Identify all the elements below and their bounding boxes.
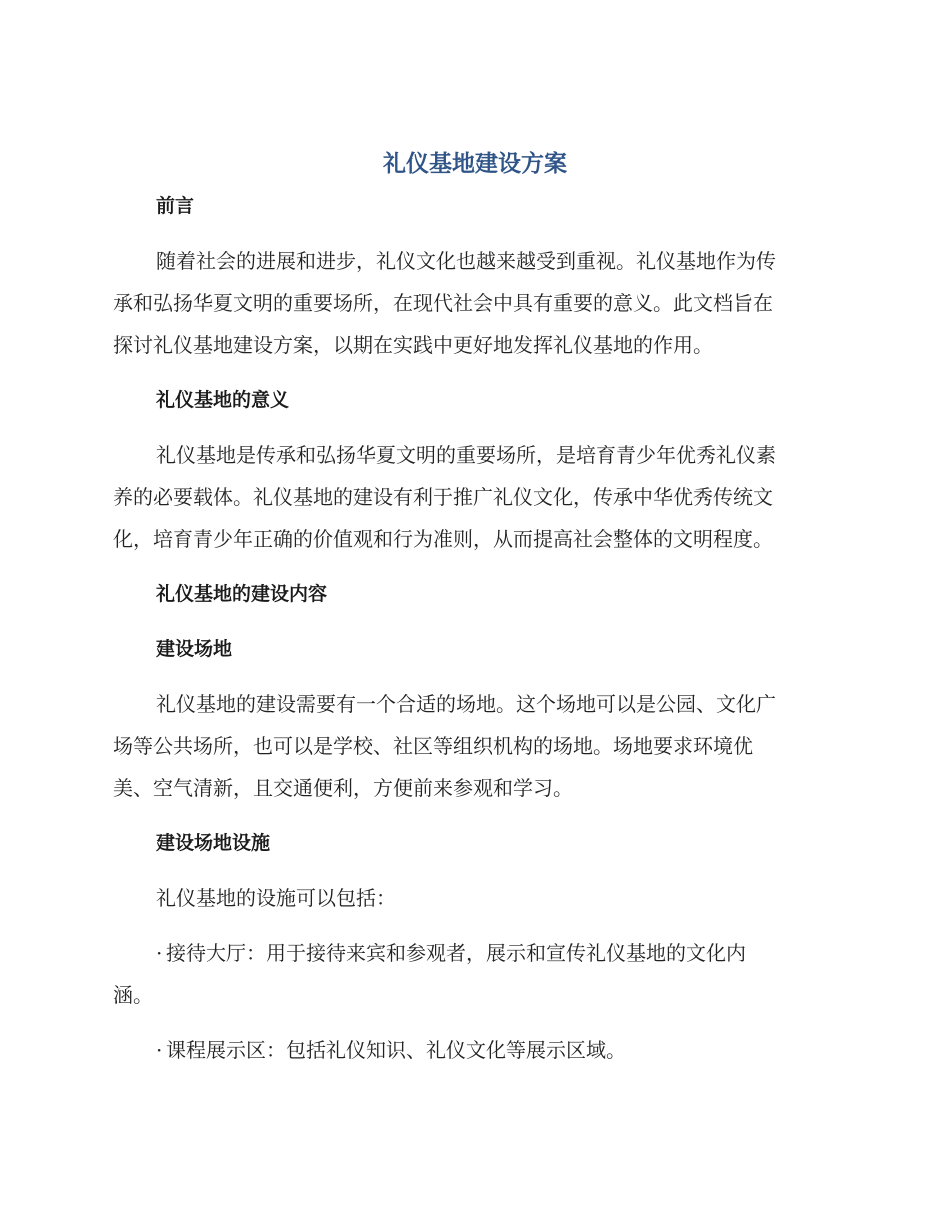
- preface-heading: 前言: [156, 195, 195, 217]
- paragraph-line: 探讨礼仪基地建设方案，以期在实践中更好地发挥礼仪基地的作用。: [113, 333, 713, 357]
- preface-paragraph: [113, 240, 835, 366]
- paragraph-line: 场等公共场所，也可以是学校、社区等组织机构的场地。场地要求环境优: [113, 734, 753, 758]
- significance-heading: 礼仪基地的意义: [156, 389, 290, 411]
- bullet-item: [113, 932, 835, 1016]
- site-paragraph: [113, 683, 835, 809]
- paragraph-line: 承和弘扬华夏文明的重要场所，在现代社会中具有重要的意义。此文档旨在: [113, 291, 773, 315]
- bullet-dot-icon: ·: [156, 1038, 163, 1062]
- significance-paragraph: [113, 434, 835, 560]
- bullet-dot-icon: ·: [156, 941, 163, 965]
- bullet-line: [113, 932, 835, 974]
- bullet-item: [113, 1029, 835, 1071]
- paragraph-line: 养的必要载体。礼仪基地的建设有利于推广礼仪文化，传承中华优秀传统文: [113, 485, 773, 509]
- paragraph-line: 礼仪基地是传承和弘扬华夏文明的重要场所，是培育青少年优秀礼仪素: [156, 443, 776, 467]
- document-title: 礼仪基地建设方案: [383, 151, 567, 177]
- paragraph-line: 美、空气清新，且交通便利，方便前来参观和学习。: [113, 776, 573, 800]
- facilities-heading: 建设场地设施: [156, 832, 271, 854]
- paragraph-line: 随着社会的进展和进步，礼仪文化也越来越受到重视。礼仪基地作为传: [156, 249, 776, 273]
- paragraph-line: 化，培育青少年正确的价值观和行为准则，从而提高社会整体的文明程度。: [113, 527, 773, 551]
- bullet-line: [113, 1029, 835, 1071]
- paragraph-line: 涵。: [113, 983, 153, 1007]
- bullet-text: 课程展示区：包括礼仪知识、礼仪文化等展示区域。: [166, 1038, 626, 1062]
- paragraph-line: 礼仪基地的设施可以包括：: [156, 886, 396, 910]
- construction-content-heading: 礼仪基地的建设内容: [156, 583, 328, 605]
- facilities-intro: [113, 877, 835, 919]
- site-heading: 建设场地: [156, 638, 233, 660]
- paragraph-line: 礼仪基地的建设需要有一个合适的场地。这个场地可以是公园、文化广: [156, 692, 776, 716]
- bullet-text: 接待大厅：用于接待来宾和参观者，展示和宣传礼仪基地的文化内: [166, 941, 746, 965]
